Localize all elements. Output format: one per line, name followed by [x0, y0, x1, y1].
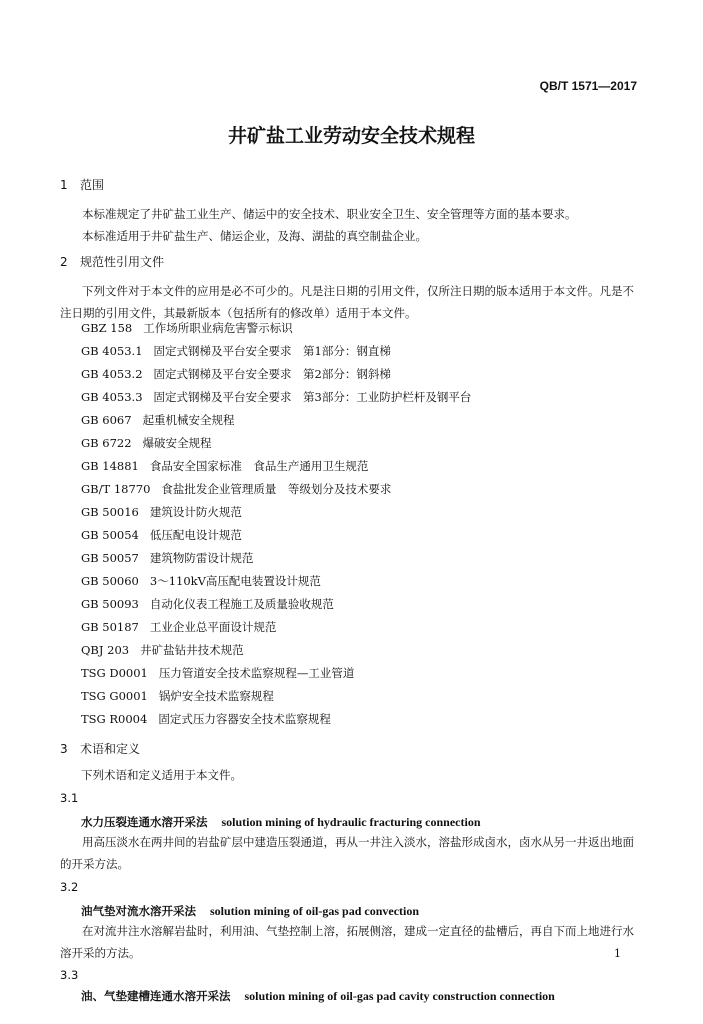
section-number: 1	[60, 178, 68, 192]
reference-code: GB 50093	[81, 597, 139, 611]
reference-item	[81, 343, 391, 359]
scope-paragraph-2: 本标准适用于井矿盐生产、储运企业，及海、湖盐的真空制盐企业。	[82, 229, 427, 243]
page-number: 1	[614, 947, 621, 960]
reference-item	[81, 573, 321, 589]
reference-item	[81, 619, 276, 635]
reference-item	[81, 711, 331, 727]
section-2-heading	[60, 253, 164, 270]
term-definition: 在对流井注水溶解岩盐时，利用油、气垫控制上溶，拓展侧溶，建成一定直径的盐槽后，再自下而上地进行水溶开采的方法。	[60, 924, 634, 960]
document-title: 井矿盐工业劳动安全技术规程	[227, 125, 475, 147]
reference-item	[81, 550, 253, 566]
standard-number: QB/T 1571—2017	[539, 79, 637, 93]
reference-code: QBJ 203	[81, 643, 130, 657]
reference-title: 食盐批发企业管理质量 等级划分及技术要求	[161, 482, 392, 496]
reference-title: 固定式钢梯及平台安全要求 第3部分：工业防护栏杆及钢平台	[153, 390, 472, 404]
reference-title: 工业企业总平面设计规范	[149, 620, 277, 634]
reference-item	[81, 665, 354, 681]
reference-title: 自动化仪表工程施工及质量验收规范	[149, 597, 334, 611]
term-definition: 用高压淡水在两井间的岩盐矿层中建造压裂通道，再从一井注入淡水，溶盐形成卤水，卤水从另一井返出地面的开采方法。	[60, 835, 634, 871]
reference-item	[81, 389, 471, 405]
reference-title: 起重机械安全规程	[142, 413, 235, 427]
term-heading	[81, 903, 419, 919]
reference-code: GB 50054	[81, 528, 139, 542]
section-title: 术语和定义	[80, 742, 141, 756]
reference-code: TSG D0001	[81, 666, 148, 680]
section-title: 规范性引用文件	[80, 255, 165, 269]
section-number: 2	[60, 255, 68, 269]
term-chinese: 油气垫对流水溶开采法	[81, 904, 196, 918]
section-3-heading	[60, 740, 140, 757]
reference-title: 食品安全国家标准 食品生产通用卫生规范	[149, 459, 369, 473]
reference-item	[81, 596, 334, 612]
section-1-heading	[60, 176, 104, 193]
term-english: solution mining of oil-gas pad convection	[210, 904, 420, 918]
reference-code: TSG G0001	[81, 689, 148, 703]
clause-number: 3.1	[60, 791, 79, 805]
term-chinese: 油、气垫建槽连通水溶开采法	[81, 989, 231, 1003]
reference-title: 压力管道安全技术监察规程—工业管道	[158, 666, 355, 680]
reference-code: GB 50016	[81, 505, 139, 519]
reference-code: TSG R0004	[81, 712, 148, 726]
reference-item	[81, 642, 244, 658]
reference-item	[81, 320, 293, 336]
reference-code: GB/T 18770	[81, 482, 151, 496]
reference-title: 固定式钢梯及平台安全要求 第1部分：钢直梯	[153, 344, 391, 358]
reference-code: GB 50187	[81, 620, 139, 634]
reference-title: 工作场所职业病危害警示标识	[143, 321, 293, 335]
reference-title: 3～110kV高压配电装置设计规范	[149, 574, 321, 588]
clause-number: 3.2	[60, 880, 79, 894]
terms-intro: 下列术语和定义适用于本文件。	[81, 768, 242, 782]
reference-code: GB 4053.1	[81, 344, 143, 358]
reference-item	[81, 527, 242, 543]
reference-item	[81, 458, 368, 474]
reference-title: 固定式压力容器安全技术监察规程	[158, 712, 331, 726]
reference-item	[81, 435, 212, 451]
reference-title: 锅炉安全技术监察规程	[158, 689, 274, 703]
reference-code: GB 14881	[81, 459, 139, 473]
reference-code: GB 4053.2	[81, 367, 143, 381]
term-chinese: 水力压裂连通水溶开采法	[81, 815, 208, 829]
reference-title: 建筑物防雷设计规范	[149, 551, 254, 565]
reference-code: GB 6722	[81, 436, 132, 450]
section-number: 3	[60, 742, 68, 756]
reference-title: 建筑设计防火规范	[149, 505, 242, 519]
reference-code: GBZ 158	[81, 321, 133, 335]
reference-title: 爆破安全规程	[142, 436, 212, 450]
section-title: 范围	[80, 178, 105, 192]
reference-code: GB 50060	[81, 574, 139, 588]
reference-item	[81, 366, 391, 382]
clause-number: 3.3	[60, 968, 79, 982]
reference-item	[81, 688, 274, 704]
scope-paragraph-1: 本标准规定了井矿盐工业生产、储运中的安全技术、职业安全卫生、安全管理等方面的基本要求。	[82, 207, 577, 221]
term-heading	[81, 814, 481, 830]
term-english: solution mining of oil-gas pad cavity construction connection	[244, 989, 555, 1003]
reference-title: 固定式钢梯及平台安全要求 第2部分：钢斜梯	[153, 367, 391, 381]
reference-item	[81, 504, 242, 520]
reference-code: GB 4053.3	[81, 390, 143, 404]
term-heading	[81, 988, 555, 1004]
reference-title: 井矿盐钻井技术规范	[140, 643, 244, 657]
reference-title: 低压配电设计规范	[149, 528, 242, 542]
normative-intro: 下列文件对于本文件的应用是必不可少的。凡是注日期的引用文件，仅所注日期的版本适用于本文件。凡是不注日期的引用文件，其最新版本（包括所有的修改单）适用于本文件。	[60, 284, 634, 320]
reference-item	[81, 481, 391, 497]
term-english: solution mining of hydraulic fracturing connection	[221, 815, 481, 829]
reference-item	[81, 412, 235, 428]
reference-code: GB 50057	[81, 551, 139, 565]
reference-code: GB 6067	[81, 413, 132, 427]
